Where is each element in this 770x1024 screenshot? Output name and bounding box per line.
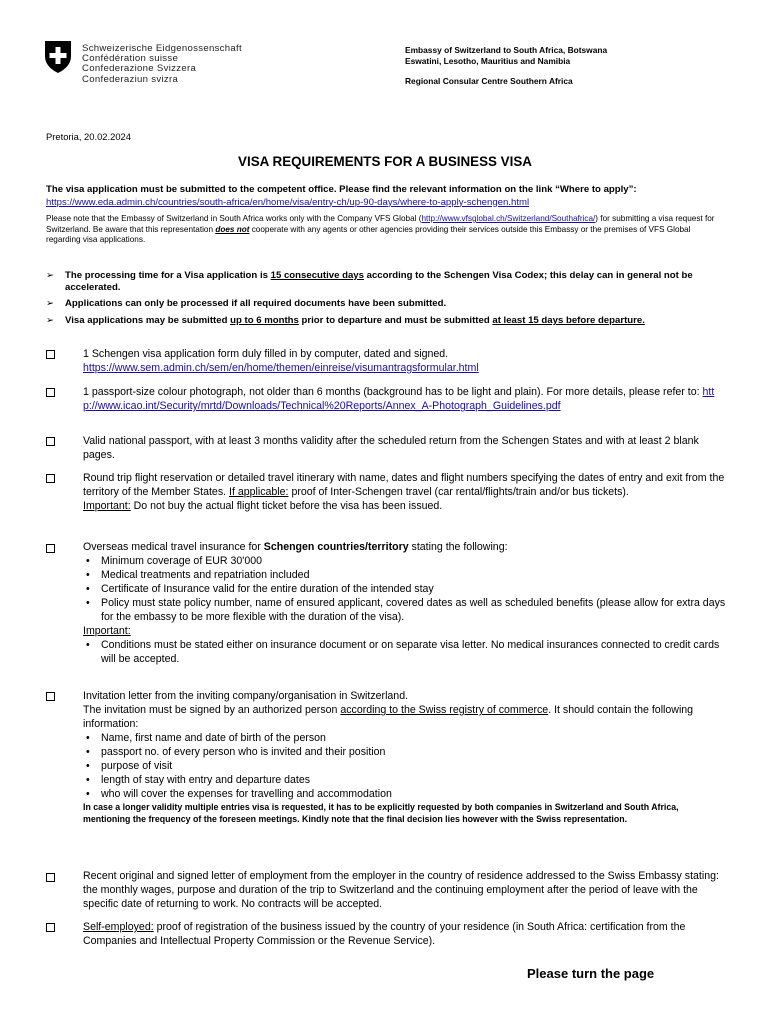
submission-window-note [65,315,725,327]
bullet-item: • Policy must state policy number, name of ensured applicant, covered dates as well as scheduled benefits (please allow for extra days for the embassy to be more flexible with the duration of the visa). [101,596,727,624]
note-text-1: Please note that the Embassy of Switzerland in South Africa works only with the Company VFS Global ( [46,214,422,223]
checkbox[interactable] [46,437,55,446]
multiple-entry-note: In case a longer validity multiple entries visa is requested, it has to be explicitly requested by both companies in Switzerland and South Africa, mentioning the frequency of the foreseen meetings. Kindly note that the final decision lies however with the Swiss representation. [83,802,679,824]
bullet-item: • Conditions must be stated either on insurance document or on separate visa letter. No medical insurances connected to credit cards will be accepted. [101,638,727,666]
checkbox[interactable] [46,544,55,553]
confederation-rm: Confederaziun svizra [82,73,179,85]
item-text: . It should contain the following information: [83,704,694,730]
regional-centre: Regional Consular Centre Southern Africa [405,76,573,86]
item-underline: If applicable: [229,486,289,498]
list-item: Recent original and signed letter of employment from the employer in the country of residence addressed to the Swiss Embassy stating: the monthly wages, purpose and duration of the trip to Switzerland and the continuing employment after the period of leave with the specific date of returning to work. No contracts will be accepted. [83,870,719,910]
insurance-important-bullets [83,638,727,666]
note-emphasis: does not [215,224,250,234]
item-text: The invitation must be signed by an authorized person [83,704,341,716]
important-label: Important: [83,500,131,512]
submission-text-2: prior to departure and must be submitted [298,315,493,326]
intro-text: The visa application must be submitted to the competent office. Please find the relevant information on the link “Where to apply”: [46,184,637,195]
processing-days: 15 consecutive days [270,270,364,281]
bullet-item: • Name, first name and date of birth of the person [101,731,727,745]
submission-text-1: Visa applications may be submitted [65,315,231,326]
item-text: Overseas medical travel insurance for [83,541,264,553]
list-item [83,471,727,513]
item-bold: Schengen countries/territory [263,541,409,553]
bullet-item: • passport no. of every person who is invited and their position [101,745,727,759]
photo-guidelines-link[interactable]: http://www.icao.int/Security/mrtd/Downloads/Technical%20Reports/Annex_A-Photograph_Guidelines.pdf [83,386,715,412]
list-item [83,689,727,825]
important-label: Important: [83,625,131,637]
note-text-3: cooperate with any agents or other agencies providing their services outside this Embassy or the premises of VFS Global regarding visa applications. [46,224,691,245]
application-form-link[interactable]: https://www.sem.admin.ch/sem/en/home/themen/einreise/visumantragsformular.html [83,362,479,374]
checkbox[interactable] [46,350,55,359]
where-to-apply-link[interactable]: https://www.eda.admin.ch/countries/south-africa/en/home/visa/entry-ch/up-90-days/where-to-apply-schengen.html [46,196,530,208]
important-text: Do not buy the actual flight ticket before the visa has been issued. [130,500,443,512]
embassy-line-2: Eswatini, Lesotho, Mauritius and Namibia [405,55,571,66]
item-text: proof of Inter-Schengen travel (car rental/flights/train and/or bus tickets). [288,486,629,498]
embassy-name [405,45,607,66]
item-underline: Self-employed: [83,921,154,933]
checkbox[interactable] [46,474,55,483]
confederation-de: Schweizerische Eidgenossenschaft [82,43,242,54]
processing-text-2: according to the Schengen Visa Codex; this delay can in general not be accelerated. [65,270,693,294]
checkbox[interactable] [46,388,55,397]
submission-months: up to 6 months [230,315,299,326]
vfs-note [46,214,726,246]
confederation-it: Confederazione Svizzera [82,63,197,75]
confederation-names [82,44,242,85]
item-text: Round trip flight reservation or detailed travel itinerary with name, dates and flight numbers specifying the dates of entry and exit from the territory of the Member States. [83,472,725,498]
vfs-global-link[interactable]: http://www.vfsglobal.ch/Switzerland/Southafrica/ [421,214,596,223]
list-item [83,347,727,375]
bullet-item: • length of stay with entry and departure dates [101,773,727,787]
list-item [83,385,727,413]
submission-days: at least 15 days before departure. [492,315,645,326]
arrow-bullet-icon: ➢ [46,270,55,281]
page-title: VISA REQUIREMENTS FOR A BUSINESS VISA [238,154,532,169]
insurance-bullets [83,554,727,624]
arrow-bullet-icon: ➢ [46,315,55,326]
list-item [83,920,727,948]
embassy-line-1: Embassy of Switzerland to South Africa, Botswana [405,45,608,55]
item-text: Invitation letter from the inviting company/organisation in Switzerland. [83,690,409,702]
list-item: Valid national passport, with at least 3 months validity after the scheduled return from the Schengen States and with at least 2 blank pages. [83,435,699,461]
item-text: stating the following: [408,541,508,553]
arrow-bullet-icon: ➢ [46,298,55,309]
item-text: proof of registration of the business issued by the country of your residence (in South Africa: certification from the Companies and Intellectual Property Commission or the Revenue Service). [83,921,686,947]
item-text: 1 passport-size colour photograph, not older than 6 months (background has to be light and plain). For more details, please refer to: [83,386,703,398]
intro-paragraph [46,184,726,209]
note-text-2: ) for submitting a visa request for Switzerland. Be aware that this representation [46,214,715,234]
checkbox[interactable] [46,692,55,701]
checkbox[interactable] [46,923,55,932]
bullet-item: • who will cover the expenses for travelling and accommodation [101,787,727,801]
swiss-crest-logo [44,40,72,74]
invitation-bullets [83,731,727,801]
turn-page-note: Please turn the page [527,966,655,981]
processing-text-1: The processing time for a Visa application is [65,270,271,281]
bullet-item: • purpose of visit [101,759,727,773]
processing-time-note [65,270,725,295]
item-text: 1 Schengen visa application form duly filled in by computer, dated and signed. [83,348,449,360]
bullet-item: • Minimum coverage of EUR 30'000 [101,554,727,568]
item-underline: according to the Swiss registry of commerce [340,704,549,716]
bullet-item: • Certificate of Insurance valid for the entire duration of the intended stay [101,582,727,596]
bullet-item: • Medical treatments and repatriation included [101,568,727,582]
checkbox[interactable] [46,873,55,882]
list-item [83,540,727,666]
required-docs-note: Applications can only be processed if all required documents have been submitted. [65,298,447,309]
confederation-fr: Confédération suisse [82,53,179,65]
document-date: Pretoria, 20.02.2024 [46,131,131,142]
